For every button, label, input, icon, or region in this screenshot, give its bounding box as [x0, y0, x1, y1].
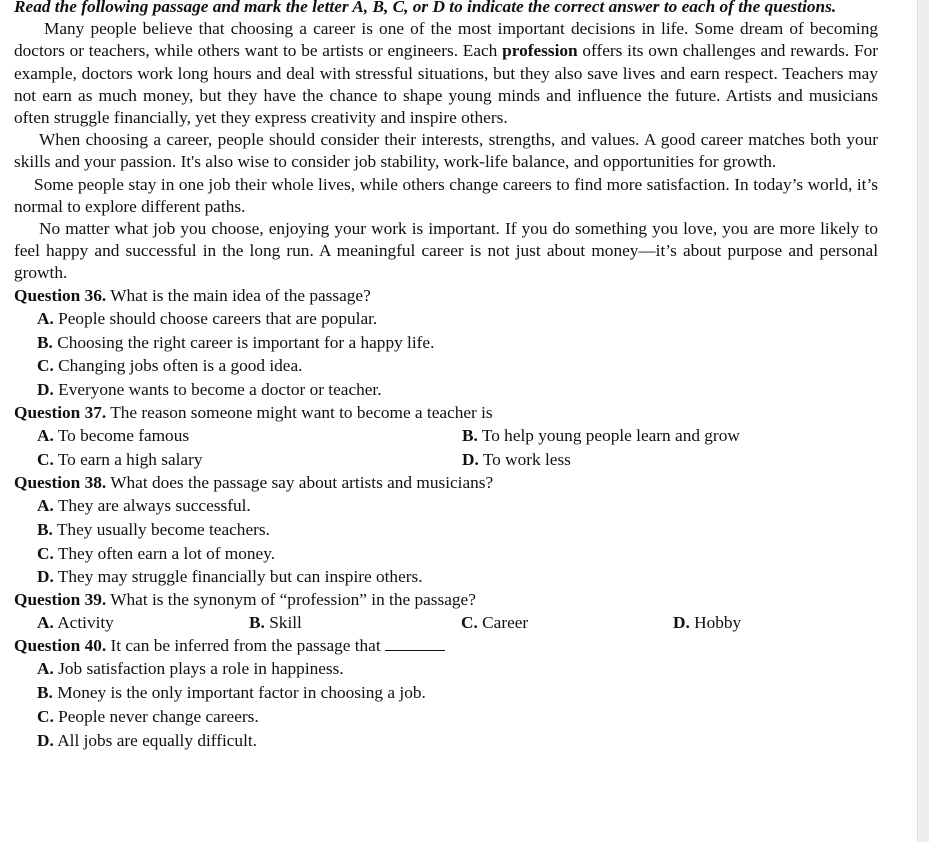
- option-letter: B.: [462, 426, 478, 446]
- option-a: [14, 307, 878, 331]
- option-letter: A.: [37, 613, 54, 633]
- option-text: Changing jobs often is a good idea.: [58, 356, 303, 376]
- question-37: [14, 402, 878, 472]
- option-letter: B.: [37, 683, 53, 703]
- question-number: Question 39.: [14, 590, 107, 610]
- question-number: Question 38.: [14, 472, 107, 492]
- question-text: What is the main idea of the passage?: [110, 285, 371, 305]
- option-b: [249, 611, 461, 635]
- keyword-profession: profession: [502, 41, 578, 61]
- option-letter: C.: [37, 450, 54, 470]
- option-letter: B.: [249, 613, 265, 633]
- option-c: [14, 354, 878, 378]
- option-d: [14, 729, 878, 753]
- option-b: [462, 424, 740, 448]
- option-letter: D.: [37, 567, 54, 587]
- option-a: [37, 424, 462, 448]
- option-text: Job satisfaction plays a role in happiness.: [58, 659, 344, 679]
- option-text: Hobby: [694, 613, 742, 633]
- option-text: Skill: [269, 613, 302, 633]
- question-39: [14, 589, 878, 635]
- question-stem: [14, 285, 878, 307]
- option-letter: B.: [37, 519, 53, 539]
- option-text: They may struggle financially but can inspire others.: [57, 567, 423, 587]
- option-text: To work less: [482, 450, 571, 470]
- question-36: [14, 285, 878, 402]
- question-stem: [14, 589, 878, 611]
- instruction-text: Read the following passage and mark the letter A, B, C, or D to indicate the correct answer to each of the questions.: [14, 0, 837, 16]
- option-letter: C.: [37, 543, 54, 563]
- question-text: What is the synonym of “profession” in the passage?: [110, 590, 476, 610]
- option-letter: C.: [461, 613, 478, 633]
- option-c: [461, 611, 673, 635]
- option-letter: A.: [37, 496, 54, 516]
- option-c: [14, 705, 878, 729]
- option-text: Choosing the right career is important for a happy life.: [57, 332, 435, 352]
- question-number: Question 40.: [14, 636, 107, 656]
- option-c: [14, 542, 878, 566]
- answer-blank: [385, 636, 445, 651]
- option-text: To become famous: [57, 426, 190, 446]
- option-a: [14, 657, 878, 681]
- option-text: All jobs are equally difficult.: [57, 730, 257, 750]
- option-a: [14, 494, 878, 518]
- option-letter: D.: [462, 450, 479, 470]
- question-text: What does the passage say about artists and musicians?: [110, 472, 494, 492]
- question-40: [14, 635, 878, 752]
- option-d: [14, 378, 878, 402]
- document-body: [14, 0, 878, 753]
- option-letter: B.: [37, 332, 53, 352]
- question-text: The reason someone might want to become a teacher is: [110, 403, 493, 423]
- option-text: They often earn a lot of money.: [57, 543, 276, 563]
- option-letter: A.: [37, 426, 54, 446]
- option-text: Money is the only important factor in choosing a job.: [57, 683, 426, 703]
- question-stem: [14, 472, 878, 494]
- option-letter: D.: [37, 380, 54, 400]
- question-number: Question 37.: [14, 403, 107, 423]
- option-a: [37, 611, 249, 635]
- passage-text: Many people believe that choosing a career is one of the most important decisions in life. Some dream of becoming doctors or teachers, while others want to be artists or engineers. Each: [14, 19, 878, 61]
- option-d: [14, 565, 878, 589]
- question-stem: [14, 635, 878, 657]
- option-letter: D.: [673, 613, 690, 633]
- option-text: To help young people learn and grow: [481, 426, 740, 446]
- option-text: They are always successful.: [57, 496, 251, 516]
- option-letter: A.: [37, 308, 54, 328]
- passage-paragraph-3: Some people stay in one job their whole lives, while others change careers to find more satisfaction. In today’s world, it’s normal to explore different paths.: [14, 174, 878, 216]
- option-text: Activity: [57, 613, 114, 633]
- question-number: Question 36.: [14, 285, 107, 305]
- option-text: Career: [482, 613, 529, 633]
- option-b: [14, 331, 878, 355]
- option-b: [14, 681, 878, 705]
- passage-paragraph-4: No matter what job you choose, enjoying your work is important. If you do something you love, you are more likely to feel happy and successful in the long run. A meaningful career is not just about money—it’s about purpose and personal growth.: [14, 219, 878, 283]
- option-letter: D.: [37, 730, 54, 750]
- option-b: [14, 518, 878, 542]
- passage-paragraph-2: When choosing a career, people should consider their interests, strengths, and values. A good career matches both your skills and your passion. It's also wise to consider job stability, work-life balance, and opportunities for growth.: [14, 130, 878, 172]
- question-38: [14, 472, 878, 589]
- option-letter: C.: [37, 707, 54, 727]
- passage-paragraph-1: [14, 18, 878, 129]
- option-d: [673, 611, 741, 635]
- option-letter: A.: [37, 659, 54, 679]
- question-stem: [14, 402, 878, 424]
- option-text: They usually become teachers.: [56, 519, 270, 539]
- option-d: [462, 448, 571, 472]
- option-text: People never change careers.: [58, 707, 259, 727]
- question-text: It can be inferred from the passage that: [110, 636, 381, 656]
- option-row: [14, 611, 878, 635]
- vertical-scrollbar[interactable]: [917, 0, 929, 842]
- passage-text: offers its own challenges and rewards. For example, doctors work long hours and deal with stressful situations, but they also save lives and earn respect. Teachers may not earn as much money, but they have the chance to shape young minds and influence the future. Artists and musicians often struggle financially, yet they express creativity and inspire others.: [14, 41, 878, 128]
- option-letter: C.: [37, 356, 54, 376]
- option-text: Everyone wants to become a doctor or teacher.: [58, 380, 382, 400]
- option-row: [14, 424, 878, 448]
- option-text: People should choose careers that are popular.: [58, 308, 378, 328]
- option-c: [37, 448, 462, 472]
- option-row: [14, 448, 878, 472]
- option-text: To earn a high salary: [57, 450, 203, 470]
